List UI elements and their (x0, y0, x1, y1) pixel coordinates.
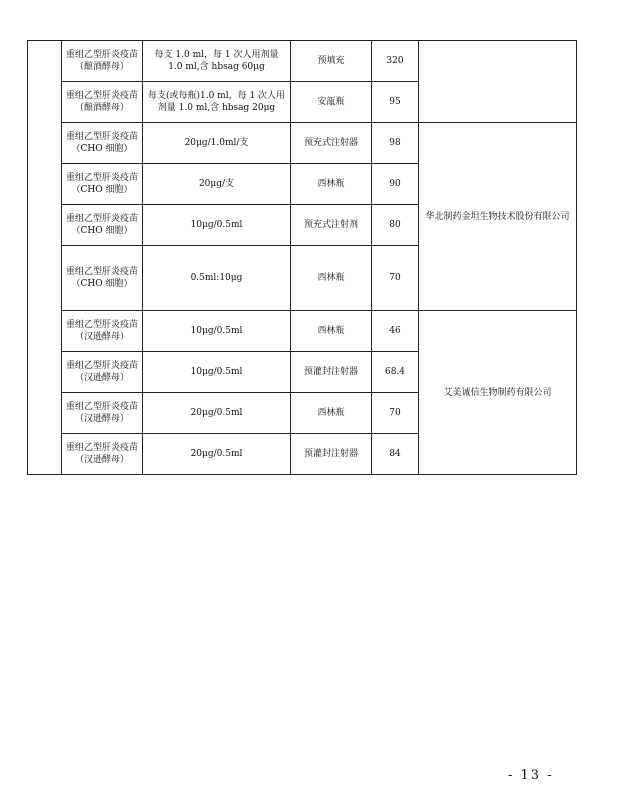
price: 46 (372, 311, 419, 352)
vaccine-spec: 20μg/0.5ml (143, 434, 291, 475)
company-cell: 艾美诚信生物制药有限公司 (419, 311, 577, 475)
dosage-form: 西林瓶 (291, 393, 372, 434)
price: 95 (372, 82, 419, 123)
dosage-form: 预灌封注射器 (291, 352, 372, 393)
vaccine-name: 重组乙型肝炎疫苗（CHO 细胞） (62, 246, 143, 311)
price: 320 (372, 41, 419, 82)
vaccine-name: 重组乙型肝炎疫苗（汉逊酵母） (62, 393, 143, 434)
vaccine-spec: 20μg/1.0ml/支 (143, 123, 291, 164)
vaccine-name: 重组乙型肝炎疫苗（CHO 细胞） (62, 205, 143, 246)
price: 68.4 (372, 352, 419, 393)
vaccine-spec: 10μg/0.5ml (143, 352, 291, 393)
vaccine-spec: 20μg/0.5ml (143, 393, 291, 434)
company-cell (419, 41, 577, 123)
dosage-form: 安瓿瓶 (291, 82, 372, 123)
vaccine-spec: 每支(或每瓶)1.0 ml，每 1 次人用剂量 1.0 ml,含 hbsag 20μg (143, 82, 291, 123)
vaccine-spec: 10μg/0.5ml (143, 205, 291, 246)
dosage-form: 西林瓶 (291, 164, 372, 205)
vaccine-name: 重组乙型肝炎疫苗（CHO 细胞） (62, 164, 143, 205)
price: 70 (372, 246, 419, 311)
price: 84 (372, 434, 419, 475)
vaccine-name: 重组乙型肝炎疫苗（CHO 细胞） (62, 123, 143, 164)
vaccine-name: 重组乙型肝炎疫苗（汉逊酵母） (62, 311, 143, 352)
page-number: - 13 - (508, 768, 554, 783)
index-cell (28, 41, 62, 475)
vaccine-name: 重组乙型肝炎疫苗（汉逊酵母） (62, 434, 143, 475)
vaccine-name: 重组乙型肝炎疫苗（酿酒酵母） (62, 41, 143, 82)
price: 80 (372, 205, 419, 246)
price: 98 (372, 123, 419, 164)
dosage-form: 西林瓶 (291, 311, 372, 352)
vaccine-spec: 10μg/0.5ml (143, 311, 291, 352)
vaccine-price-table (27, 40, 577, 475)
table-row (28, 41, 577, 82)
dosage-form: 预充式注射器 (291, 123, 372, 164)
dosage-form: 预充式注射剂 (291, 205, 372, 246)
vaccine-spec: 每支 1.0 ml，每 1 次人用剂量 1.0 ml,含 hbsag 60μg (143, 41, 291, 82)
vaccine-spec: 20μg/支 (143, 164, 291, 205)
vaccine-spec: 0.5ml:10μg (143, 246, 291, 311)
company-cell: 华北制药金坦生物技术股份有限公司 (419, 123, 577, 311)
vaccine-name: 重组乙型肝炎疫苗（汉逊酵母） (62, 352, 143, 393)
price: 70 (372, 393, 419, 434)
table-row (28, 311, 577, 352)
table-row (28, 123, 577, 164)
dosage-form: 西林瓶 (291, 246, 372, 311)
vaccine-name: 重组乙型肝炎疫苗（酿酒酵母） (62, 82, 143, 123)
price: 90 (372, 164, 419, 205)
dosage-form: 预灌封注射器 (291, 434, 372, 475)
dosage-form: 预填充 (291, 41, 372, 82)
